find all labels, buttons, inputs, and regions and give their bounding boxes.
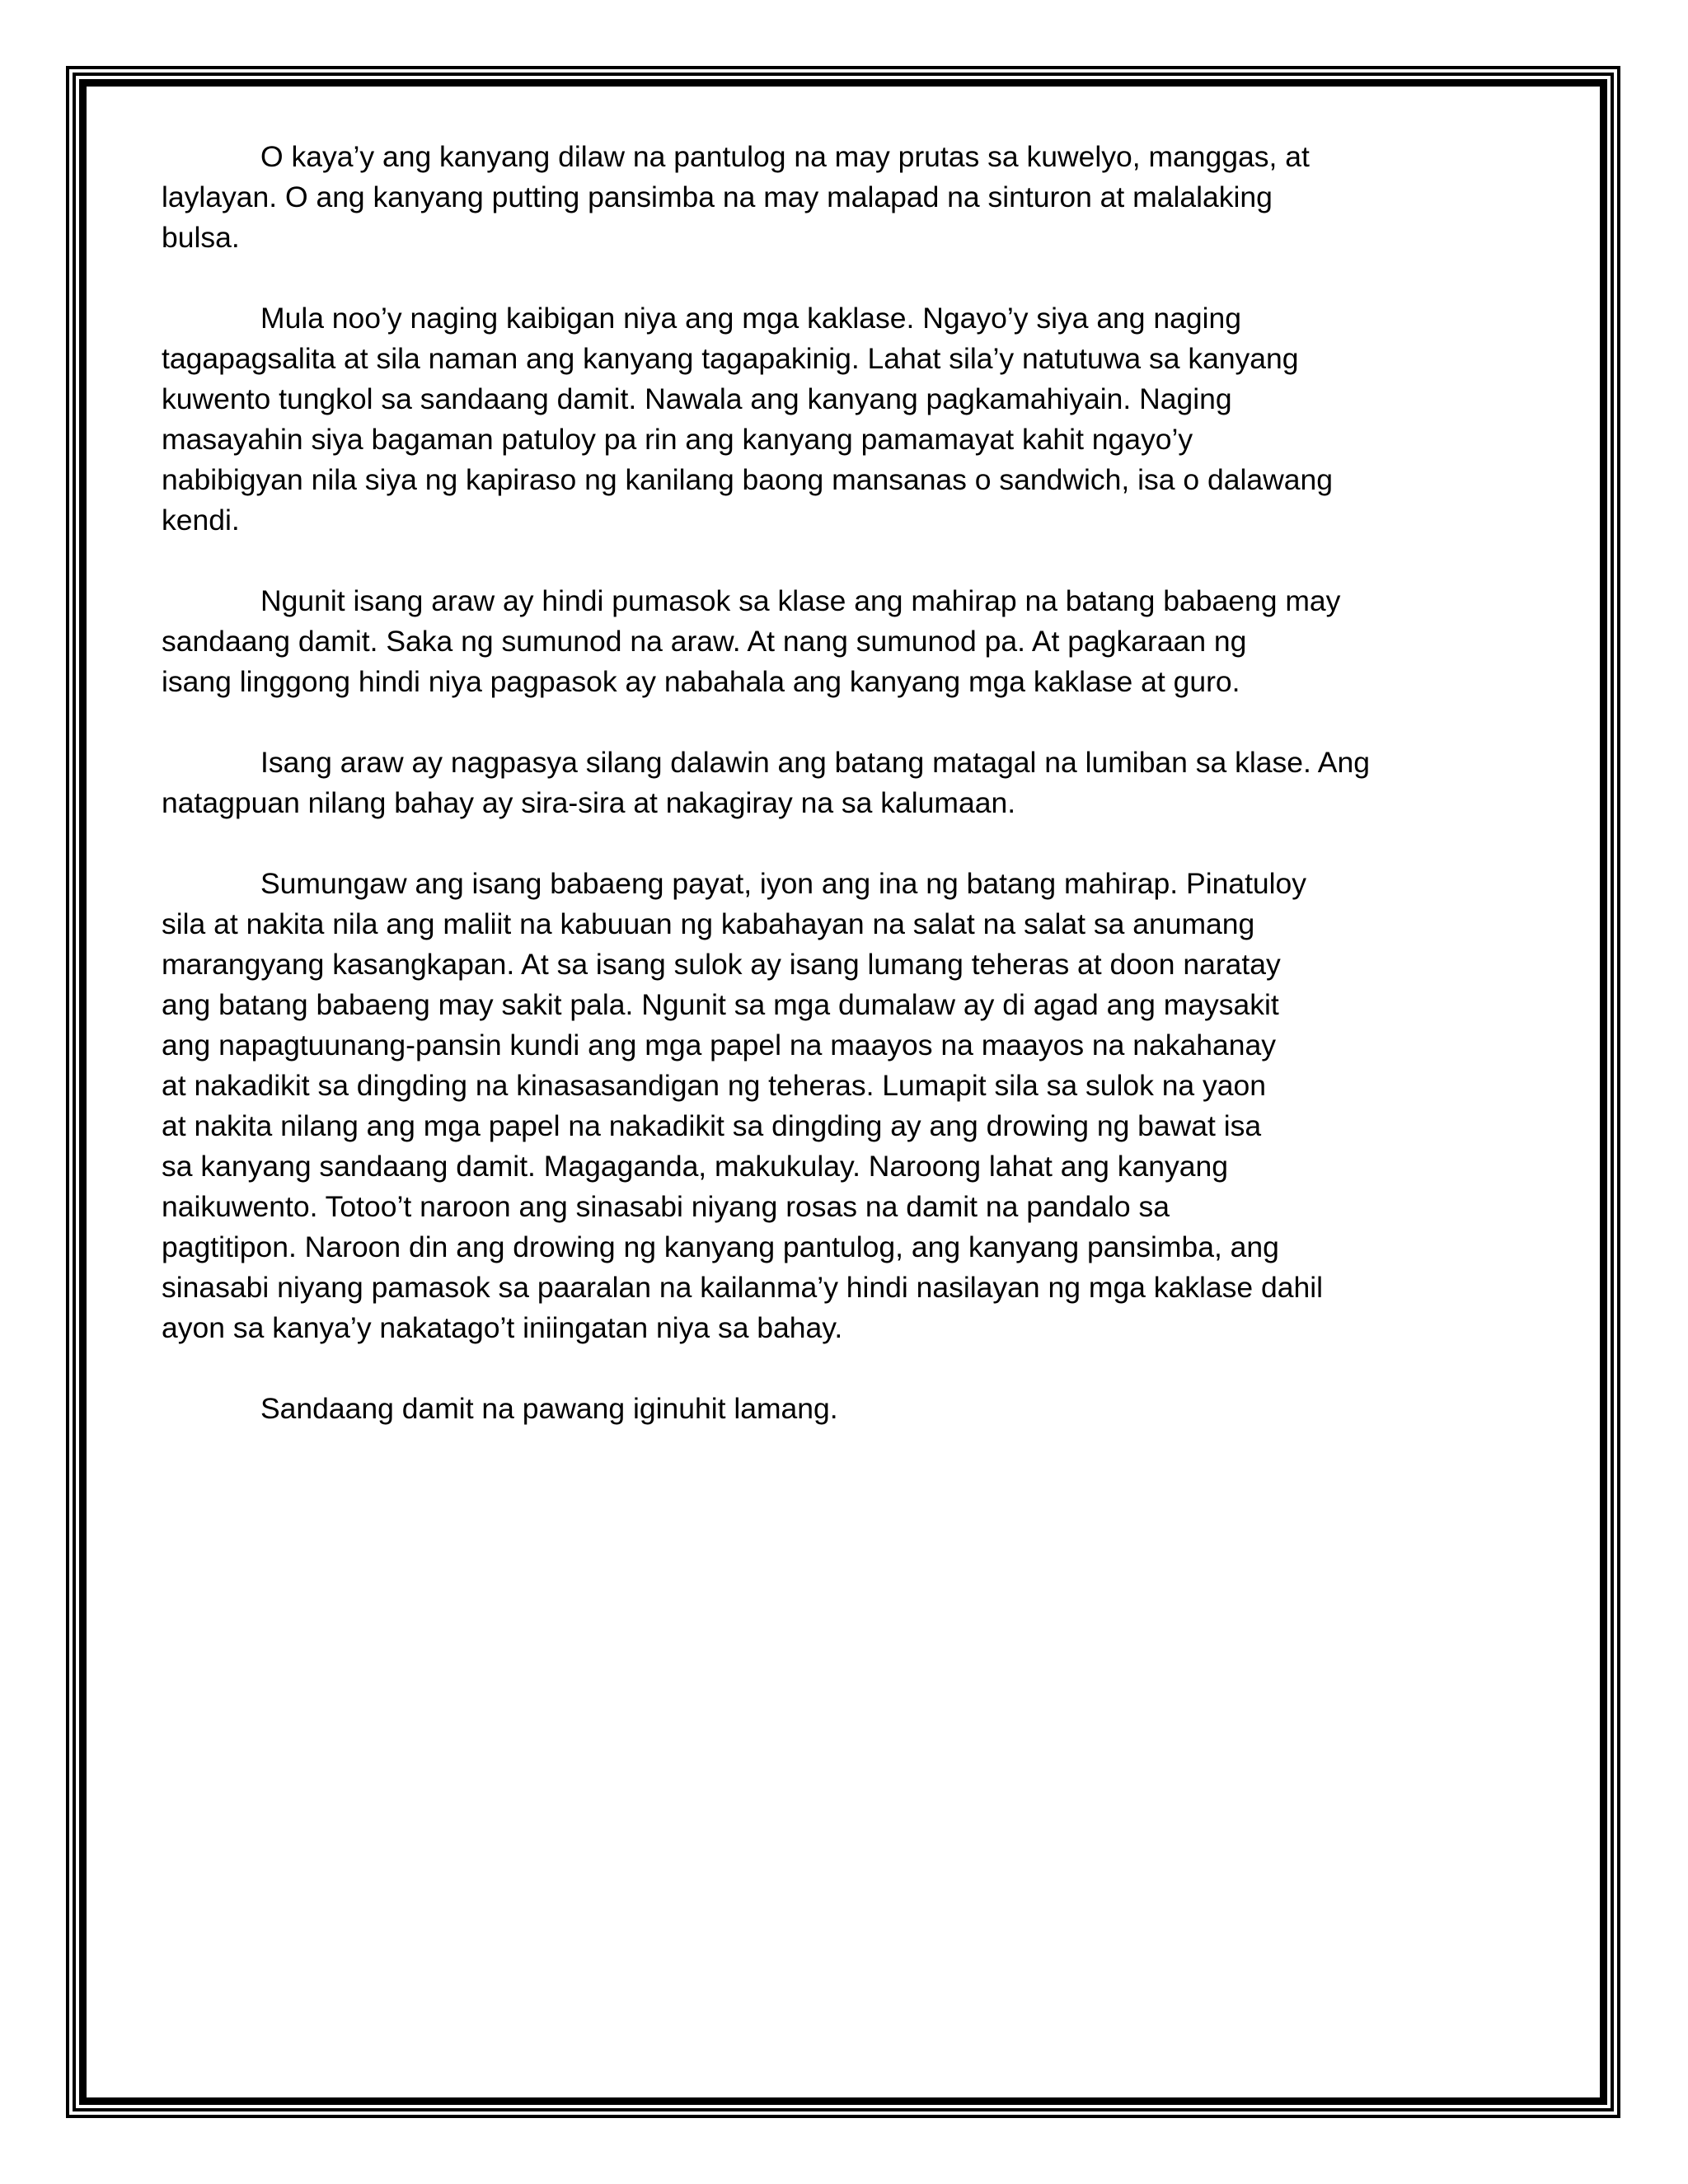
paragraph-line: sa kanyang sandaang damit. Magaganda, makukulay. Naroong lahat ang kanyang — [162, 1150, 1228, 1183]
paragraph-line: kendi. — [162, 504, 240, 537]
paragraph-line: bulsa. — [162, 221, 240, 254]
paragraph — [162, 1389, 1414, 1429]
paragraph-line: pagtitipon. Naroon din ang drowing ng kanyang pantulog, ang kanyang pansimba, ang — [162, 1230, 1279, 1263]
paragraph — [162, 743, 1414, 823]
paragraph-line: at nakadikit sa dingding na kinasasandigan ng teheras. Lumapit sila sa sulok na yaon — [162, 1069, 1267, 1102]
paragraph-line: laylayan. O ang kanyang putting pansimba na may malapad na sinturon at malalaking — [162, 180, 1273, 213]
paragraph-line: nabibigyan nila siya ng kapiraso ng kanilang baong mansanas o sandwich, isa o dalawang — [162, 463, 1333, 496]
paragraph-line: isang linggong hindi niya pagpasok ay nabahala ang kanyang mga kaklase at guro. — [162, 665, 1240, 698]
paragraph-line: marangyang kasangkapan. At sa isang sulok ay isang lumang teheras at doon naratay — [162, 948, 1281, 981]
paragraph — [162, 137, 1414, 258]
document-body — [162, 137, 1414, 1469]
paragraph-line: Ngunit isang araw ay hindi pumasok sa klase ang mahirap na batang babaeng may — [260, 584, 1341, 617]
paragraph-line: O kaya’y ang kanyang dilaw na pantulog na may prutas sa kuwelyo, manggas, at — [260, 140, 1310, 173]
paragraph — [162, 864, 1414, 1348]
paragraph-line: sila at nakita nila ang maliit na kabuuan ng kabahayan na salat na salat sa anumang — [162, 907, 1255, 940]
paragraph — [162, 581, 1414, 702]
paragraph-line: Isang araw ay nagpasya silang dalawin ang batang matagal na lumiban sa klase. Ang — [260, 746, 1370, 779]
paragraph-line: Mula noo’y naging kaibigan niya ang mga kaklase. Ngayo’y siya ang naging — [260, 302, 1242, 335]
paragraph-line: Sandaang damit na pawang iginuhit lamang. — [260, 1392, 838, 1425]
paragraph-line: masayahin siya bagaman patuloy pa rin ang kanyang pamamayat kahit ngayo’y — [162, 423, 1193, 456]
paragraph-line: tagapagsalita at sila naman ang kanyang tagapakinig. Lahat sila’y natutuwa sa kanyang — [162, 342, 1299, 375]
paragraph — [162, 298, 1414, 541]
paragraph-line: natagpuan nilang bahay ay sira-sira at nakagiray na sa kalumaan. — [162, 786, 1016, 819]
paragraph-line: ang batang babaeng may sakit pala. Ngunit sa mga dumalaw ay di agad ang maysakit — [162, 988, 1279, 1021]
paragraph-line: naikuwento. Totoo’t naroon ang sinasabi niyang rosas na damit na pandalo sa — [162, 1190, 1170, 1223]
paragraph-line: Sumungaw ang isang babaeng payat, iyon ang ina ng batang mahirap. Pinatuloy — [260, 867, 1307, 900]
paragraph-line: sandaang damit. Saka ng sumunod na araw. At nang sumunod pa. At pagkaraan ng — [162, 625, 1247, 658]
paragraph-line: at nakita nilang ang mga papel na nakadikit sa dingding ay ang drowing ng bawat isa — [162, 1109, 1262, 1142]
paragraph-line: ang napagtuunang-pansin kundi ang mga papel na maayos na maayos na nakahanay — [162, 1029, 1276, 1062]
paragraph-line: sinasabi niyang pamasok sa paaralan na kailanma’y hindi nasilayan ng mga kaklase dahil — [162, 1271, 1324, 1304]
paragraph-line: kuwento tungkol sa sandaang damit. Nawala ang kanyang pagkamahiyain. Naging — [162, 382, 1232, 415]
paragraph-line: ayon sa kanya’y nakatago’t iniingatan niya sa bahay. — [162, 1311, 843, 1344]
